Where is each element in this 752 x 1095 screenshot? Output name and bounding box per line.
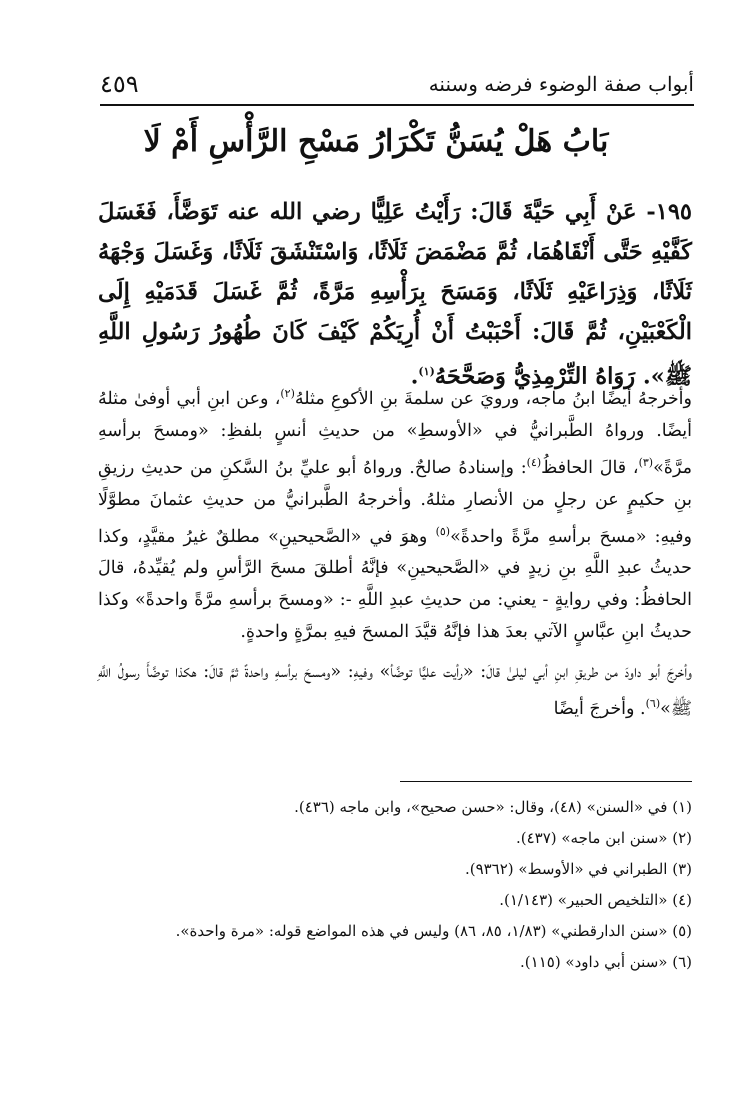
footnote-ref-5[interactable]: (٥) xyxy=(435,524,451,538)
footnote-item: (٥) «سنن الدارقطني» (١/٨٣، ٨٥، ٨٦) وليس في هذه المواضع قوله: «مرة واحدة». xyxy=(175,922,692,940)
commentary-text: . وأخرجَ أيضًا xyxy=(553,699,646,720)
footnote-item: (١) في «السنن» (٤٨)، وقال: «حسن صحيح»، وابن ماجه (٤٣٦). xyxy=(294,798,692,816)
hadith-paragraph: ١٩٥- عَنْ أَبِي حَيَّةَ قَالَ: رَأَيْتُ عَلِيًّا رضي الله عنه تَوَضَّأَ، فَغَسَلَ كَفَّيْهِ حَتَّى أَنْقَاهُمَا، ثُمَّ مَضْمَضَ ثَلَاثًا، وَاسْتَنْشَقَ ثَلَاثًا، وَغَسَلَ وَجْهَهُ ثَلَاثًا، وَذِرَاعَيْهِ ثَلَاثًا، وَمَسَحَ بِرَأْسِهِ مَرَّةً، ثُمَّ غَسَلَ قَدَمَيْهِ إِلَى الْكَعْبَيْنِ، ثُمَّ قَالَ: أَحْبَبْتُ أَنْ أُرِيَكُمْ كَيْفَ كَانَ طُهُورُ رَسُولِ اللَّهِ ﷺ». رَوَاهُ التِّرْمِذِيُّ وَصَحَّحَهُ$^{(١)}$. xyxy=(98,199,692,390)
footnote-ref-4[interactable]: (٤) xyxy=(526,455,542,469)
commentary-text: وأخرجَ أبو داودَ من طريقِ ابنِ أبي ليلىٰ قالَ: «رأيت عليًّا توضَّأ» وفيهِ: «ومسحَ برأسهِ واحدةً ثمَّ قالَ: هكذا توضَّأَ رسولُ اللَّهِ ﷺ» xyxy=(98,662,692,720)
page-number: ٤٥٩ xyxy=(100,70,139,98)
running-title: أبواب صفة الوضوء فرضه وسننه xyxy=(428,72,694,96)
chapter-title: بَابُ هَلْ يُسَنُّ تَكْرَارُ مَسْحِ الرَّأْسِ أَمْ لَا xyxy=(143,124,609,159)
commentary-text: : وإسنادهُ صالحٌ. ورواهُ أبو عليِّ بنُ السَّكنِ من حديثِ رزيقِ بنِ حكيمٍ عن رجلٍ من الأنصارِ مثلهُ. وأخرجهُ الطَّبرانيُّ من حديثِ عثمانَ مطوَّلًا وفيهِ: «مسحَ برأسهِ مرَّةً واحدةً» xyxy=(98,457,692,547)
commentary-text: ، وعن ابنِ أبي أوفىٰ مثلهُ أيضًا. ورواهُ الطَّبرانيُّ في «الأوسطِ» من حديثِ أنسٍ بلفظِ: «ومسحَ برأسهِ مرَّةً» xyxy=(98,388,692,478)
footnote-ref-2[interactable]: (٢) xyxy=(280,387,295,400)
commentary-paragraph-1 xyxy=(98,378,692,648)
hadith-text: عَنْ أَبِي حَيَّةَ قَالَ: رَأَيْتُ عَلِيًّا رضي الله عنه تَوَضَّأَ، فَغَسَلَ كَفَّيْهِ حَتَّى أَنْقَاهُمَا، ثُمَّ مَضْمَضَ ثَلَاثًا، وَاسْتَنْشَقَ ثَلَاثًا، وَغَسَلَ وَجْهَهُ ثَلَاثًا، وَذِرَاعَيْهِ ثَلَاثًا، وَمَسَحَ بِرَأْسِهِ مَرَّةً، ثُمَّ غَسَلَ قَدَمَيْهِ إِلَى الْكَعْبَيْنِ، ثُمَّ قَالَ: أَحْبَبْتُ أَنْ أُرِيَكُمْ كَيْفَ كَانَ طُهُورُ رَسُولِ اللَّهِ ﷺ». رَوَاهُ التِّرْمِذِيُّ وَصَحَّحَهُ xyxy=(98,199,692,390)
footnote-ref-6[interactable]: (٦) xyxy=(645,697,661,711)
commentary xyxy=(98,378,692,725)
footnote-ref-1[interactable]: (١) xyxy=(418,365,435,378)
footnote-item: (٤) «التلخيص الحبير» (١/١٤٣). xyxy=(499,891,692,909)
header-divider xyxy=(100,104,694,106)
hadith-number: ١٩٥- xyxy=(646,199,692,225)
commentary-text: وهوَ في «الصَّحيحينِ» مطلقٌ غيرُ مقيَّدٍ، وكذا حديثُ عبدِ اللَّهِ بنِ زيدٍ في «الصَّحيحينِ» فإنَّهُ أطلقَ مسحَ الرَّأسِ ولم يُقيِّدهُ، قالَ الحافظُ: وفي روايةٍ - يعني: من حديثِ عبدِ اللَّهِ -: «ومسحَ برأسهِ مرَّةً واحدةً» وكذا حديثُ ابنِ عبَّاسٍ الآتي بعدَ هذا فإنَّهُ قيَّدَ المسحَ فيهِ بمرَّةٍ واحدةٍ. xyxy=(98,526,692,643)
footnote-item: (٢) «سنن ابن ماجه» (٤٣٧). xyxy=(515,829,692,847)
commentary-text: ، قالَ الحافظُ xyxy=(541,457,639,478)
footnote-ref-3[interactable]: (٣) xyxy=(638,455,654,469)
running-header xyxy=(100,70,694,104)
footnote-item: (٦) «سنن أبي داود» (١١٥). xyxy=(520,953,692,971)
footnote-divider xyxy=(400,781,692,782)
commentary-paragraph-2 xyxy=(98,656,692,725)
footnote-item: (٣) الطبراني في «الأوسط» (٩٣٦٢). xyxy=(464,860,692,878)
commentary-text: وأخرجهُ أيضًا ابنُ ماجه، ورويَ عن سلمةَ بنِ الأكوعِ مثلهُ xyxy=(294,388,692,409)
footnotes xyxy=(60,792,692,978)
